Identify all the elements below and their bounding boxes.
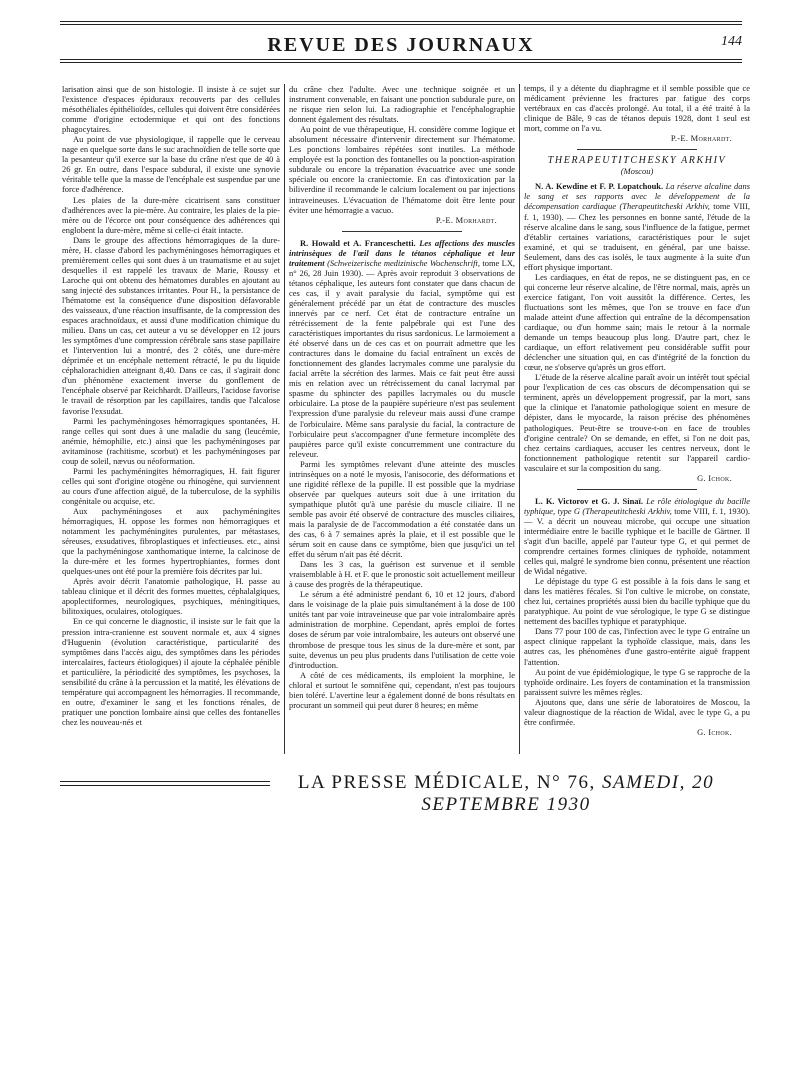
paragraph: Les cardiaques, en état de repos, ne se distinguent pas, en ce qui concerne leur réserve alcaline, de l'être normal, mais, après un exercice fatigant, l'on voit aussitôt la différence. Certes, les fluctuations sont les mêmes, que l'on se trouve en face d'un malade atteint d'une affection qui entraîne de la décompensation cardiaque, ou d'un homme sain; mais le retour à la normale demande un temps beaucoup plus long. D'autre part, chez le cardiaque, un effort relativement peu considérable suffit pour déclencher une situation qui, en cas d'intégrité de la fonction du cœur, ne s'observe qu'après un gros effort. bbox=[524, 271, 750, 373]
author-signature: G. Ichok. bbox=[697, 726, 732, 737]
paragraph: larisation ainsi que de son histologie. Il insiste à ce sujet sur l'existence d'espaces épiduraux recouverts par des cellules mésothéliales épithélioïdes, cellules qui doivent être considérées comme d'origine ectodermique et qui ont des fonctions phagocytaires. bbox=[62, 84, 280, 135]
paragraph: Le dépistage du type G est possible à la fois dans le sang et dans les matières fécales. Si l'on cultive le microbe, on constate, chez lui, certaines propriétés aussi bien du bacille typhique que du paratyphique. Au point de vue sérologique, le type G se distingue nettement des bacilles typhique et paratyphique. bbox=[524, 576, 750, 627]
paragraph: Aux pachyméningoses et aux pachyméningites hémorragiques, H. oppose les formes non hémorragiques et notamment les pachyméningites purulentes, par métastases, séreuses, exsudatives, fibroplastiques et infectieuses. etc., ainsi que la pachyméningose xanthomatique interne, la calcinose de la dure-mère et les formes hypertrophiantes, formes dont quelques-unes ont été pour la première fois décrites par lui. bbox=[62, 505, 280, 577]
paragraph: Au point de vue physiologique, il rappelle que le cerveau nage en quelque sorte dans le suc arachnoïdien de telle sorte que la pesanteur qu'il exerce sur la base du crâne n'est que de 40 à 26 gr. En outre, dans l'espace subdural, il existe une synovie véritable telle que la masse de l'encéphale est suspendue par une force d'adhérence. bbox=[62, 134, 280, 195]
publication-name: LA PRESSE MÉDICALE, bbox=[297, 772, 531, 793]
paragraph: Parmi les symptômes relevant d'une atteinte des muscles intrinsèques on a noté le myosis, l'anisocorie, des déformations et une rigidité réflexe de la pupille. Il est possible que la mydriase observée par quelques auteurs soit due à une irritation du sympathique plutôt qu'à une parésie du muscle ciliaire. Il ne semble pas avoir été observé de contracture des muscles ciliaires, mais la paralysie de de l'accommodation a été constatée dans un des cas, 6 à 7 semaines après la plaie, et il est possible que le sérum soit en cause dans ce symptôme, bien que jusqu'ici un tel effet du sérum n'ait pas été décrit. bbox=[289, 458, 515, 560]
paragraph: Au point de vue épidémiologique, le type G se rapproche de la typhoïde ordinaire. Les foyers de contamination et la transmission paraissent suivre les mêmes règles. bbox=[524, 666, 750, 697]
article-abstract bbox=[289, 238, 515, 459]
page-header-title: REVUE DES JOURNAUX bbox=[267, 34, 535, 56]
article-authors: R. Howald et A. Franceschetti. bbox=[300, 237, 416, 248]
article-reference: tome VIII, f. 1, 1930). — V. a décrit un nouveau microbe, qui occupe une situation intermédiaire entre le bacille typhique et le bacille de Gärtner. Il s'agit d'un bacille, appelé par l'auteur type G, et qui permet de comprendre certaines formes cliniques de typhoïde, notamment celles qui, malgré le syndrome bien connu, présentent une réaction de Widal négative. bbox=[524, 505, 750, 577]
paragraph: Le sérum a été administré pendant 6, 10 et 12 jours, d'abord dans le voisinage de la plaie puis simultanément à la dose de 100 unités tant par voie intraveineuse que par voie intralombaire après administration de morphine. Cependant, après emploi de fortes doses de sérum par voie intralombaire, les auteurs ont observé une thrombose de presque tous les sinus de la dure-mère et sont, par suite, devenus un peu plus prudents dans l'utilisation de cette voie d'introduction. bbox=[289, 589, 515, 670]
article-separator bbox=[577, 149, 697, 150]
column-divider bbox=[284, 84, 285, 754]
author-signature: P.-E. Morhardt. bbox=[670, 133, 732, 144]
article-separator bbox=[577, 489, 697, 490]
header-rule-top-2 bbox=[60, 24, 742, 25]
paragraph: Parmi les pachyméningites hémorragiques, H. fait figurer celles qui sont d'origine otogène ou rhinogène, qui surviennent au cours d'une affection aiguë, de la tuberculose, de la syphilis congénitale ou acquise, etc. bbox=[62, 465, 280, 506]
header-rule-top bbox=[60, 21, 742, 22]
article-authors: L. K. Victorov et G. J. Sinaï. bbox=[535, 495, 643, 506]
column-divider bbox=[519, 84, 520, 754]
column-2 bbox=[289, 84, 515, 754]
column-1 bbox=[62, 84, 280, 754]
paragraph: Dans le groupe des affections hémorragiques de la dure-mère, H. classe d'abord les pachyméningoses hémorragiques et premièrement celles qui sont dues à un traumatisme et au sujet desquelles il est rappelé les travaux de Marie, Roussy et Laroche qui ont obtenu des hématomes durables en ajoutant au sang injecté des substances irritantes. Pour H., la persistance de l'hématome est la conséquence d'une disposition défavorable des vaisseaux, d'une réaction insuffisante, de la compression des espaces arachnoïdaux, et aussi d'une modification chimique du milieu. Dans un cas, cet auteur a vu se développer en 12 jours les symptômes d'une compression cérébrale sans stase papillaire et l'intervention lui a montré, des 2 côtés, une dure-mère déprimée et un encéphale nettement rétracté, le pu du liquide céphalorachidien atteignant 8,40. Dans ce cas, il s'agirait donc d'un phénomène exactement inverse du gonflement de l'encéphale observé par Reichhardt. D'ailleurs, l'acidose favorise le travail de résorption par les capillaires, tandis que l'alcalose favorise l'exsudat. bbox=[62, 234, 280, 416]
article-journal: (Therapeutitcheski Arkhiv, bbox=[582, 505, 672, 516]
paragraph: En ce qui concerne le diagnostic, il insiste sur le fait que la pression intra-cranienne est souvent normale et, aux 4 signes d'Huguenin (évolution caractéristique, particularité des symptômes dans l'accès aigu, des symptômes dans les périodes intercalaires, facteurs étiologiques) il ajoute la céphalée pénible et particulière, la périodicité des symptômes, les psychoses, la sensibilité du crâne à la percussion et la matité, les élévations de température qui accompagnent les hémorragies. Il recommande, en outre, d'examiner le sang et les fonctions rénales, de pratiquer une ponction lombaire ainsi que celles des fontanelles chez les nouveau-nés et bbox=[62, 616, 280, 727]
article-authors: N. A. Kewdine et F. P. Lopatchouk. bbox=[535, 181, 664, 192]
paragraph: L'étude de la réserve alcaline paraît avoir un intérêt tout spécial pour l'explication de ces cas obscurs de décompensation qui se terminent, après un développement progressif, par la mort, sans que la clinique et l'anatomie pathologique soient en mesure de dépister, dans le myocarde, la raison précise des phénomènes pathologiques. Peut-être se trouve-t-on en face de troubles d'origine centrale? On se demande, en effet, si l'on ne doit pas, chez certains cardiaques, accuser les centres nerveux, dont le fonctionnement pathologique retentit sur l'appareil cardio-vasculaire et sur la composition du sang. bbox=[524, 372, 750, 473]
article-title: Les affections des muscles intrinsèques de l'œil dans le tétanos céphalique et leur traitement bbox=[289, 237, 515, 268]
page-footer bbox=[60, 772, 742, 815]
issue-number: N° 76, bbox=[536, 772, 596, 793]
journal-city: (Moscou) bbox=[620, 166, 654, 177]
paragraph: temps, il y a détente du diaphragme et il semble possible que ce médicament prévienne les fractures par fatigue des corps vertébraux en cas d'accès prolongé. Au total, il a été traité à la clinique de Bâle, 9 cas de tétanos depuis 1928, dont 1 seul est mort, comme on l'a vu. bbox=[524, 83, 750, 134]
paragraph: Dans les 3 cas, la guérison est survenue et il semble vraisemblable à H. et F. que le pronostic soit actuellement meilleur à cause des progrès de la thérapeutique. bbox=[289, 559, 515, 590]
article-separator bbox=[342, 231, 462, 232]
paragraph: Au point de vue thérapeutique, H. considère comme logique et absolument nécessaire d'intervenir directement sur l'hématome. Les ponctions lombaires répétées sont inutiles. La méthode employée est la ponction des fontanelles ou la ponction-aspiration subdurale ou encore la trépanation évacuatrice avec une sonde spéciale ou encore la craniectomie. En cas d'intoxication par la biliverdine il recommande le calcium localement ou par injections intraveineuses. L'évacuation de l'hématome doit être lente pour éviter une hémorragie a vacuo. bbox=[289, 124, 515, 215]
article-reference: tome LX, n° 26, 28 Juin 1930). — Après avoir reproduit 3 observations de tétanos céphalique, les auteurs font constater que dans chacun de ces cas, il y avait paralysie du facial, symptôme qui est généralement précédé par un état de contracture des muscles innervés par ce nerf. Cet état de contracture entraîne un rétrécissement de la fente palpébrale qui est l'une des caractéristiques importantes du risus sardonicus. Le larmoiement a été observé dans un de ces cas et on pourrait admettre que les contractures dans le domaine du facial entraînent un excès de fonctionnement des glandes lacrymales comme une paralysie du facial arrête la sécrétion des larmes. Mais ce fait peut être aussi mis en relation avec un rétrécissement du canal lacrymal par spasme du sphincter des papilles lacrymales ou du muscle orbiculaire. La ptose de la paupière supérieure n'est pas seulement l'expression d'une paralysie du releveur mais aussi d'une crampe de l'orbiculaire. Même sans paralysie du facial, la contracture de l'orbiculaire peut s'accompagner d'une fermeture incomplète des paupières parce qu'il existe concurremment une contracture du releveur. bbox=[289, 257, 515, 459]
paragraph: Ajoutons que, dans une série de laboratoires de Moscou, la valeur diagnostique de la réaction de Widal, avec le type G, a pu être confirmée. bbox=[524, 696, 750, 727]
article-journal: (Therapeutitcheski Arkhiv, bbox=[619, 201, 710, 212]
paragraph: A côté de ces médicaments, ils emploient la morphine, le chloral et surtout le somnifène qui, cependant, n'est pas toujours bien toléré. L'avertine leur a également donné de bons résultats en procurant un sommeil qui peut durer 8 heures; en même bbox=[289, 669, 515, 710]
article-title: La réserve alcaline dans le sang et ses rapports avec le développement de la décompensation cardiaque bbox=[524, 181, 750, 212]
header-rule-bottom bbox=[60, 59, 742, 60]
header-rule-bottom-2 bbox=[60, 62, 742, 63]
paragraph: Parmi les pachyméningoses hémorragiques spontanées, H. range celles qui sont dues à une maladie du sang (leucémie, anémie, hémophilie, etc.) ainsi que les pachyméningoses par avitaminose (rachitisme, scorbut) et les pachyméningoses par coup de soleil, nævus ou néoformation. bbox=[62, 415, 280, 466]
article-journal: (Schweizerische medizinische Wochenschrift, bbox=[327, 257, 480, 268]
journal-heading: THERAPEUTITCHESKY ARKHIV bbox=[547, 155, 727, 167]
article-abstract bbox=[524, 181, 750, 271]
page-number: 144 bbox=[721, 34, 742, 49]
paragraph: Dans 77 pour 100 de cas, l'infection avec le type G entraîne un aspect clinique rappelant la typhoïde classique, mais, dans les autres cas, les phénomènes d'une gastro-entérite aiguë frappent l'attention. bbox=[524, 626, 750, 667]
article-title: Le rôle étiologique du bacille typhique, type G bbox=[524, 495, 750, 516]
article-abstract bbox=[524, 496, 750, 576]
article-reference: tome VIII, f. 1, 1930). — Chez les personnes en bonne santé, l'étude de la réserve alcaline dans le sang, sous l'influence de la fatigue, permet d'établir certaines variations, caractéristiques pour le sujet examiné, et qui se traduisent, en général, par une baisse. Seulement, dans des cas isolés, le taux augmente à la suite d'un effort physique important. bbox=[524, 201, 750, 272]
issue-date: SAMEDI, 20 SEPTEMBRE 1930 bbox=[421, 772, 715, 815]
paragraph: Les plaies de la dure-mère cicatrisent sans constituer d'adhérences avec la pie-mère. Au contraire, les plaies de la pie-mère ou de l'écorce ont pour conséquence des adhérences qui englobent la dure-mère, même si celle-ci était intacte. bbox=[62, 194, 280, 235]
author-signature: P.-E. Morhardt. bbox=[435, 214, 497, 225]
paragraph: Après avoir décrit l'anatomie pathologique, H. passe au tableau clinique et il décrit des formes muettes, céphalalgiques, apoplectiformes, neurologiques, psychiques, méningitiques, bilitoxiques, oculaires, otologiques. bbox=[62, 576, 280, 617]
column-3 bbox=[524, 83, 750, 751]
paragraph: du crâne chez l'adulte. Avec une technique soignée et un instrument convenable, en faisant une ponction subdurale pure, on ne risque rien selon lui. La radiographie et l'encéphalographie donnent également des résultats. bbox=[289, 84, 515, 125]
author-signature: G. Ichok. bbox=[697, 472, 732, 483]
